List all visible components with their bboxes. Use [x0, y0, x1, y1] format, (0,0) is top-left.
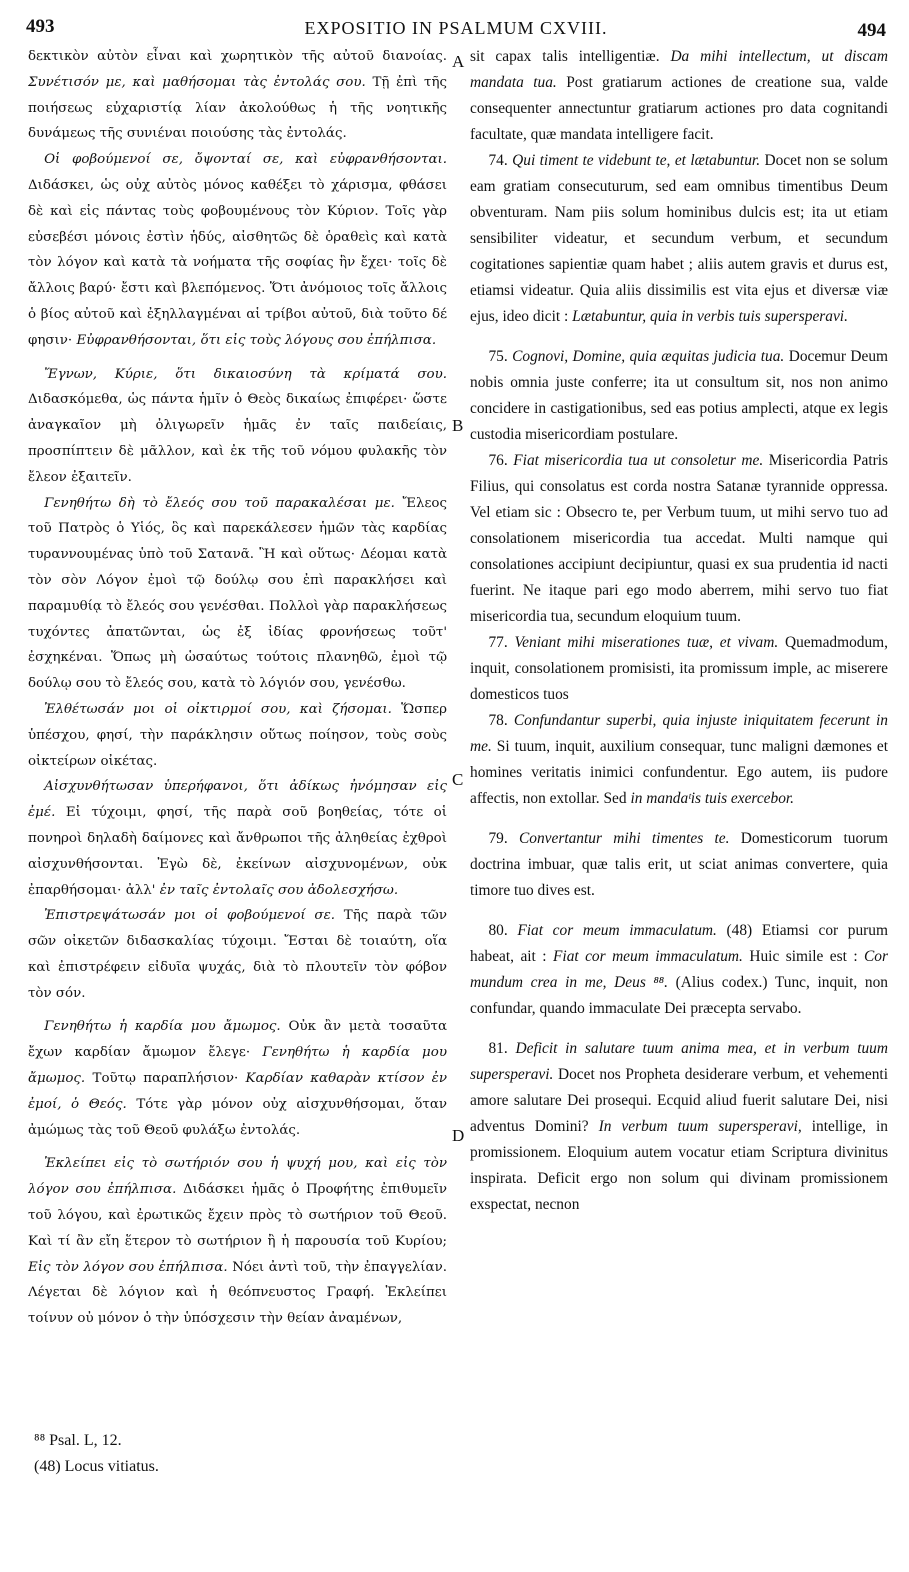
greek-verse: Γενηθήτω ἡ καρδία μου ἄμωμος. [28, 1045, 447, 1087]
latin-text: Si tuum, inquit, auxilium consequar, tunc maligni dæmones et homines veritatis inimici confundentur. Ego autem, iis pudore affectis, non extollar. Sed [470, 738, 888, 807]
greek-text: δεκτικὸν αὐτὸν εἶναι καὶ χωρητικὸν τῆς αὐτοῦ διανοίας. [28, 49, 447, 64]
greek-text: Νόει ἀντὶ τοῦ, τὴν ἐπαγγελίαν. Λέγεται δὲ λόγιον καὶ ἡ θεόπνευστος Γραφή. Ἐκλείπει τοίνυν οὐ μόνον ὁ τὴν ὑπόσχεσιν τὴν θείαν ἀναμένων, [28, 1259, 447, 1327]
margin-marker-a: A [452, 52, 465, 71]
margin-marker-b: B [452, 416, 464, 435]
latin-verse: Cor mundum crea in me, Deus ⁸⁸. [470, 948, 888, 991]
latin-text: intellige, in promissionem. Eloquium autem vocatur etiam Scriptura divinitus inspirata. Deficit ergo non solum qui divinam promissionem exspectat, necnon [470, 1118, 888, 1213]
latin-verse: Cognovi, Domine, quia æquitas judicia tua. [512, 348, 785, 365]
latin-paragraph [470, 44, 888, 148]
greek-verse: Γενηθήτω δὴ τὸ ἔλεός σου τοῦ παρακαλέσαι με. [44, 495, 395, 511]
latin-text: Post gratiarum actiones de creatione sua, valde consequenter annectuntur gratiarum actiones pro data cognitandi facultate, quæ mandata intelligere facit. [470, 74, 888, 143]
page-number-right: 494 [857, 20, 886, 41]
latin-verse: Fiat cor meum immaculatum. [517, 922, 717, 939]
footnote-88: ⁸⁸ Psal. L, 12. [34, 1432, 122, 1449]
verse-number: 79. [488, 830, 508, 847]
greek-paragraph [28, 147, 447, 353]
greek-text: Οὐκ ἂν μετὰ τοσαῦτα ἔχων καρδίαν ἄμωμον ἔλεγε· [28, 1019, 447, 1061]
greek-paragraph [28, 774, 447, 903]
running-title: EXPOSITIO IN PSALMUM CXVIII. [304, 18, 608, 38]
greek-paragraph [28, 1151, 447, 1332]
latin-verse: in mandaᵗis tuis exercebor. [630, 790, 795, 807]
greek-column [28, 44, 447, 1424]
latin-text: Docet non se solum eam gratiam consecuturum, sed eam omnibus timentibus Deum obventuram. Nam piis solum hominibus dulcis est; ita ut etiam sensibiliter videatur, et secundum verbum, et secundum cogitationes sapientiæ quam habet ; aliis autem gravis et durus est, etiamsi videatur. Quia aliis dissimilis est vita ejus et diversæ viæ ejus, ideo dicit : [470, 152, 888, 325]
greek-verse: Ἐκλείπει εἰς τὸ σωτήριόν σου ἡ ψυχή μου, καὶ εἰς τὸν λόγον σου ἐπήλπισα. [28, 1156, 447, 1198]
greek-paragraph [28, 491, 447, 697]
margin-marker-c: C [452, 770, 464, 789]
latin-paragraph [470, 1036, 888, 1218]
verse-number: 81. [488, 1040, 508, 1057]
latin-paragraph [470, 826, 888, 904]
latin-text: Huic simile est : [749, 948, 858, 965]
verse-number: 78. [488, 712, 508, 729]
latin-text: Domesticorum tuorum doctrina imbuar, quæ talis erit, ut sciat animas convertere, quia timore tuo dives est. [470, 830, 888, 899]
latin-paragraph [470, 918, 888, 1022]
page-number-left: 493 [26, 16, 55, 37]
latin-verse: Veniant mihi miserationes tuæ, et vivam. [514, 634, 779, 651]
latin-verse: Lætabuntur, quia in verbis tuis supersperavi. [572, 308, 848, 325]
greek-verse: Ἐλθέτωσάν μοι οἱ οἰκτιρμοί σου, καὶ ζήσομαι. [44, 701, 392, 717]
greek-text: Εἰ τύχοιμι, φησί, τῆς παρὰ σοῦ βοηθείας, τότε οἱ πονηροὶ δηλαδὴ δαίμονες καὶ ἄνθρωποι τῆς ἀληθείας ἐχθροὶ αἰσχυνθήσονται. Ἐγὼ δὲ, ἐκείνων αἰσχυνομένων, οὐκ ἐπαρθήσομαι· ἀλλ' [28, 805, 447, 898]
latin-verse: Qui timent te videbunt te, et lætabuntur. [512, 152, 761, 169]
margin-marker-d: D [452, 1126, 465, 1145]
page-header [26, 16, 886, 46]
latin-verse: In verbum tuum supersperavi, [598, 1118, 802, 1135]
latin-text: sit capax talis intelligentiæ. [470, 48, 660, 65]
greek-paragraph [28, 903, 447, 1006]
greek-text: Διδάσκει ἡμᾶς ὁ Προφήτης ἐπιθυμεῖν τοῦ λόγου, καὶ ἐρωτικῶς ἔχειν πρὸς τὸ σωτήριον τοῦ Θεοῦ. Καὶ τί ἂν εἴη ἕτερον τὸ σωτήριον ἢ ἡ παρουσία τοῦ Κυρίου; [28, 1182, 447, 1249]
greek-text: Τῆς παρὰ τῶν σῶν οἰκετῶν διδασκαλίας τύχοιμι. Ἔσται δὲ τοιαύτη, οἵα καὶ ἐπιστρέφειν εἰδυῖα ψυχάς, διὰ τὸ πλουτεῖν τὸν φόβον τὸν σόν. [28, 908, 447, 1001]
verse-number: 75. [488, 348, 508, 365]
latin-text: Docet nos Propheta desiderare verbum, et vehementi amore salutare Dei prosequi. Ecquid aliud fuerit salutare Dei, nisi adventus Domini? [470, 1066, 888, 1135]
latin-verse: Convertantur mihi timentes te. [519, 830, 730, 847]
latin-paragraph [470, 344, 888, 448]
greek-text: Διδάσκει, ὡς οὐχ αὐτὸς μόνος καθέξει τὸ χάρισμα, φθάσει δὲ καὶ εἰς πάντας τοὺς φοβουμένους τὸν Κύριον. Τοῖς γὰρ εὐσεβέσι μόνοις ἐστὶν ἡδύς, αἰσθητῶς δὲ ὁραθεὶς καὶ κατὰ τὸν λόγον καὶ κατὰ τὰ νοήματα τῆς σοφίας ἣν ἔχει· τοῖς δὲ ἄλλοις βαρύ· ἔστι καὶ βλεπόμενος. Ὅτι ἀνόμοιος τοῖς ἄλλοις ὁ βίος αὐτοῦ καὶ ἐξηλλαγμέναι αἱ τρίβοι αὐτοῦ, διὰ τοῦτο δέ φησιν· [28, 177, 447, 348]
greek-verse: Εὐφρανθήσονται, ὅτι εἰς τοὺς λόγους σου ἐπήλπισα. [76, 332, 437, 348]
latin-column [470, 44, 888, 1424]
latin-paragraph [470, 148, 888, 330]
greek-text: Διδασκόμεθα, ὡς πάντα ἡμῖν ὁ Θεὸς δικαίως ἐπιφέρει· ὥστε ἀναγκαῖον μὴ ὀλιγωρεῖν ἡμᾶς ἐν ταῖς παιδείαις, προσπίπτειν δὲ μᾶλλον, καὶ ἐκ τῆς τοῦ νόμου φυλακῆς τὸν ἔλεον ἐξαιτεῖν. [28, 392, 447, 485]
greek-paragraph [28, 362, 447, 491]
greek-text: Τῇ ἐπὶ τῆς ποιήσεως εὐχαριστίᾳ λίαν ἀκολούθως ἡ τῆς νοητικῆς δυνάμεως τῆς συνιέναι ποιούσης τὰς ἐντολάς. [28, 74, 447, 142]
greek-paragraph [28, 44, 447, 147]
greek-verse: Εἰς τὸν λόγον σου ἐπήλπισα. [28, 1259, 228, 1275]
latin-text: Quemadmodum, inquit, consolationem promisisti, ita promissum imple, ac miserere domesticos tuos [470, 634, 888, 703]
verse-number: 74. [488, 152, 508, 169]
greek-verse: Γενηθήτω ἡ καρδία μου ἄμωμος. [44, 1019, 281, 1035]
latin-paragraph [470, 708, 888, 812]
greek-verse: Αἰσχυνθήτωσαν ὑπερήφανοι, ὅτι ἀδίκως ἠνόμησαν εἰς ἐμέ. [28, 779, 447, 821]
greek-text: Τότε γὰρ μόνον οὐχ αἰσχυνθήσομαι, ὅταν ἀμώμως τὰς τοῦ Θεοῦ φυλάξω ἐντολάς. [28, 1096, 447, 1138]
latin-text: Misericordia Patris Filius, qui consolatus est corda nostra Satanæ tyrannide oppressa. Vel etiam sic : Obsecro te, per Verbum tuum, ut mihi servo tuo ad consolationem misericordia tua accedat. Multi namque qui consolationes accipiunt decipiuntur, quasi ex sua prudentia id nacti fuerint. Ne itaque pari ego modo aberrem, mihi servo tuo fiat misericordia tua, secundum eloquium tuum. [470, 452, 888, 625]
latin-verse: Deficit in salutare tuum anima mea, et in verbum tuum supersperavi. [470, 1040, 888, 1083]
latin-paragraph [470, 448, 888, 630]
greek-paragraph [28, 1014, 447, 1143]
latin-verse: Da mihi intellectum, ut discam mandata tua. [470, 48, 888, 91]
greek-verse: Συνέτισόν με, καὶ μαθήσομαι τὰς ἐντολάς σου. [28, 74, 366, 90]
latin-text: (Alius codex.) Tunc, inquit, non confundar, quando immaculate Dei præcepta servabo. [470, 974, 888, 1017]
latin-verse: Fiat misericordia tua ut consoletur me. [513, 452, 764, 469]
latin-text: (48) Etiamsi cor purum habeat, ait : [470, 922, 888, 965]
verse-number: 76. [488, 452, 508, 469]
greek-text: Ἔλεος τοῦ Πατρὸς ὁ Υἱός, ὃς καὶ παρεκάλεσεν ἡμῶν τὰς καρδίας τυραννουμένας ὑπὸ τοῦ Σατανᾶ. Ἢ καὶ οὕτως· Δέομαι κατὰ τὸν σὸν Λόγον ἐμοὶ τῷ δούλῳ σου ἐπὶ παρακλήσει καὶ παραμυθίᾳ τὸ ἔλεός σου γενέσθαι. Πολλοὶ γὰρ παρακλήσεως τυχόντες ἀπατῶνται, ὡς ἐξ ἰδίας φρονήσεως τοῦτ' ἐσχηκέναι. Ὅπως μὴ ὡσαύτως τούτοις πλανηθῶ, ἐμοὶ τῷ δούλῳ σου τὸ ἔλεός σου, κατὰ τὸ λόγιόν σου, γενέσθω. [28, 495, 447, 692]
greek-verse: Οἱ φοβούμενοί σε, ὄψονταί σε, καὶ εὐφρανθήσονται. [44, 152, 447, 168]
latin-verse: Fiat cor meum immaculatum. [553, 948, 743, 965]
latin-paragraph [470, 630, 888, 708]
footnotes [34, 1428, 159, 1480]
greek-paragraph [28, 697, 447, 774]
greek-verse: Καρδίαν καθαρὰν κτίσον ἐν ἐμοί, ὁ Θεός. [28, 1071, 447, 1112]
verse-number: 80. [488, 922, 508, 939]
footnote-48: (48) Locus vitiatus. [34, 1458, 159, 1475]
latin-verse: Confundantur superbi, quia injuste iniquitatem fecerunt in me. [470, 712, 888, 755]
greek-text: Τοῦτῳ παραπλήσιον· [92, 1071, 239, 1087]
verse-number: 77. [488, 634, 508, 651]
greek-verse: ἐν ταῖς ἐντολαῖς σου ἀδολεσχήσω. [159, 882, 399, 898]
greek-text: Ὥσπερ ὑπέσχου, φησί, τὴν παράκλησιν οὕτως ποίησον, τοὺς σοὺς οἰκτείρων οἰκέτας. [28, 701, 447, 769]
greek-verse: Ἔγνων, Κύριε, ὅτι δικαιοσύνη τὰ κρίματά σου. [44, 366, 447, 382]
greek-verse: Ἐπιστρεψάτωσάν μοι οἱ φοβούμενοί σε. [44, 908, 336, 924]
latin-text: Docemur Deum nobis omnia juste conferre; ita ut consultum sit, nos non animo concidere in castigationibus, sed eas potius amplecti, atque ex legis custodia misericordiam postulare. [470, 348, 888, 443]
